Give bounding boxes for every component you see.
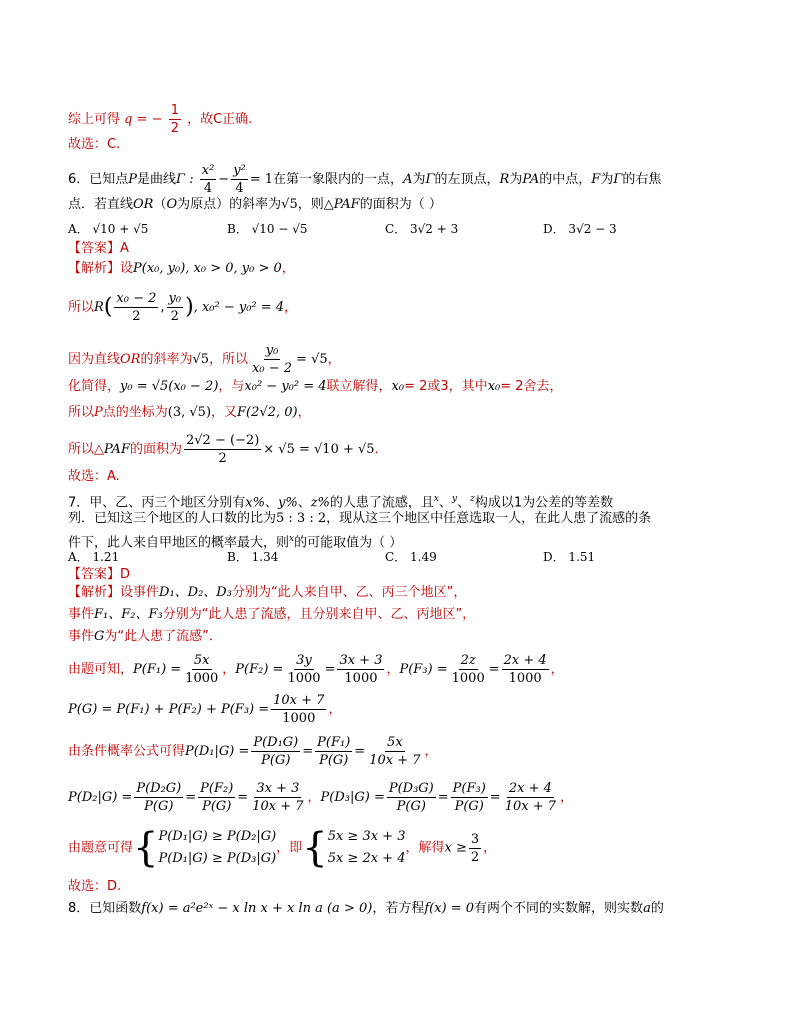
q6-option-b[interactable]: B． √10 − √5	[227, 222, 308, 236]
equals-minus: = −	[136, 112, 163, 127]
q8-line1: 8．已知函数f(x) = a²e²ˣ − x ln x + x ln a (a > 0)，若方程f(x) = 0有两个不同的实数解，则实数a的	[68, 901, 664, 916]
q6-analysis-line5: 所以P点的坐标为(3, √5)，又F(2√2, 0)，	[68, 405, 311, 420]
q7-option-d[interactable]: D． 1.51	[543, 550, 596, 564]
var-q: q	[124, 112, 133, 127]
q6-analysis-line4: 化简得，y₀ = √5(x₀ − 2)，与x₀² − y₀² = 4联立解得，x₀= 2或3，其中x₀= 2舍去，	[68, 379, 563, 394]
q7-analysis-line1: 【解析】设事件D₁、D₂、D₃分别为“此人来自甲、乙、丙三个地区”，	[68, 585, 467, 600]
q7-line3: 件下，此人来自甲地区的概率最大，则$^x$的可能取值为（ ）	[68, 534, 403, 551]
q6-analysis-line2: 所以R( $\frac{\text{x₀ − 2}}{2}$ , $\frac{\text{y₀}}{2}$ ), x₀² − y₀² = 4，	[68, 291, 298, 324]
q6-option-d[interactable]: D． 3√2 − 3	[543, 222, 617, 236]
q7-analysis-line4: 由题可知，P(F₁) = $\frac{5x}{1000}$ ，P(F₂) = $\frac{3y}{1000}$ = $\frac{3x + 3}{1000}$ ，P(F₃) = $\frac{2z}{1000}$ = $\frac{2x + 4}{1000}$ ，	[68, 653, 564, 686]
q7-answer: 【答案】D	[68, 567, 131, 582]
conclusion-tail: ，故C正确.	[187, 112, 253, 127]
q7-line1: 7．甲、乙、丙三个地区分别有x%、y%、z%的人患了流感，且$^x$、$^y$、$^z$构成以1为公差的等差数	[68, 494, 614, 511]
q7-analysis-line6: 由条件概率公式可得P(D₁|G) = $\frac{\text{P(D₁G)}}{P(G)}$ = $\frac{\text{P(F₁)}}{P(G)}$ = $\frac{5x}{10x + 7}$ ，	[68, 735, 438, 768]
q7-analysis-line8: 由题意可得{ P(D₁|G) ≥ P(D₂|G) P(D₁|G) ≥ P(D₃|G) ，即{ 5x ≥ 3x + 3 5x ≥ 2x + 4 ，解得x ≥ $\frac{3}{2}$ ，	[68, 825, 497, 871]
q7-option-a[interactable]: A． 1.21	[68, 550, 120, 564]
q7-analysis-line2: 事件F₁、F₂、F₃分别为“此人患了流感，且分别来自甲、乙、丙地区”，	[68, 607, 476, 622]
q7-line2: 列．已知这三个地区的人口数的比为5 : 3 : 2，现从这三个地区中任意选取一人，在此人患了流感的条	[68, 511, 652, 526]
choice-line-d: 故选：D.	[68, 879, 122, 894]
q7-analysis-line5: P(G) = P(F₁) + P(F₂) + P(F₃) = $\frac{10x + 7}{1000}$ ，	[68, 693, 342, 726]
q7-option-c[interactable]: C． 1.49	[385, 550, 437, 564]
q6-option-c[interactable]: C． 3√2 + 3	[385, 222, 459, 236]
choice-line-a: 故选：A.	[68, 469, 120, 484]
conclusion-text: 综上可得	[68, 112, 121, 127]
q7-option-b[interactable]: B． 1.34	[227, 550, 279, 564]
q6-analysis-line1: 【解析】设P(x₀, y₀), x₀ > 0, y₀ > 0，	[68, 261, 295, 276]
q6-analysis-line3: 因为直线OR的斜率为√5，所以 $\frac{\text{y₀}}{\text{x₀ − 2}}$ = √5，	[68, 343, 341, 376]
conclusion-line	[68, 102, 252, 137]
q6-option-a[interactable]: A． √10 + √5	[68, 222, 149, 236]
q6-line2: 点．若直线OR（O为原点）的斜率为√5，则△PAF的面积为（ ）	[68, 197, 442, 212]
q7-analysis-line7: P(D₂|G) = $\frac{\text{P(D₂G)}}{P(G)}$ = $\frac{\text{P(F₂)}}{P(G)}$ = $\frac{3x + 3}{10x + 7}$ ，P(D₃|G) = $\frac{\text{P(D₃G)}}{P(G)}$ = $\frac{\text{P(F₃)}}{P(G)}$ = $\frac{2x + 4}{10x + 7}$ ，	[68, 781, 574, 814]
q6-answer: 【答案】A	[68, 241, 129, 256]
q6-line1: 6．已知点P是曲线Γ : $\frac{\text{x²}}{4}$ − $\frac{\text{y²}}{4}$ = 1在第一象限内的一点，A为Γ的左顶点，R为PA的中点，F为Γ的右焦	[68, 163, 662, 196]
fraction-half: $\frac{1}{2}$	[170, 103, 179, 136]
choice-line-c: 故选：C.	[68, 137, 121, 152]
q7-analysis-line3: 事件G为“此人患了流感”．	[68, 629, 222, 644]
q6-analysis-line6: 所以△PAF的面积为 $\frac{2√2 - (-2)}{2}$ × √5 = √10 + √5．	[68, 433, 388, 466]
